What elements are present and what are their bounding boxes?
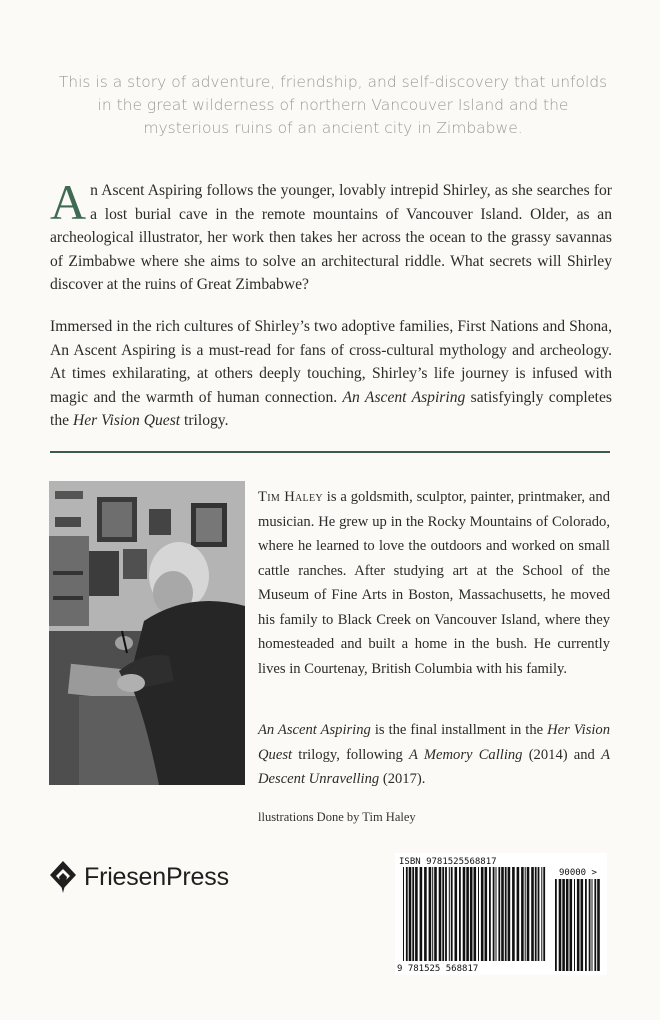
- book-2-year: (2017).: [382, 771, 426, 787]
- tagline: This is a story of adventure, friendship, and self-discovery that unfolds in the great wilderness of northern Vancouver Island and the mysterious ruins of an ancient city in Zimbabwe.: [58, 73, 608, 137]
- blurb-paragraph-1: [50, 174, 612, 297]
- barcode-bar: [451, 867, 453, 961]
- barcode-bar: [442, 867, 444, 961]
- barcode-bar: [432, 867, 433, 961]
- blurb-paragraph-2-text: Immersed in the rich cultures of Shirley’s two adoptive families, First Nations and Shona, An Ascent Aspiring is a must-read for fans of cross-cultural mythology and archeology. At times exhilarating, at others deeply touching, Shirley’s life journey is infused with magic and the warmth of human connection.: [50, 318, 612, 406]
- barcode-bar: [474, 867, 477, 961]
- barcode-bar: [466, 867, 469, 961]
- book-1-year: (2014) and: [528, 746, 595, 763]
- barcode-bar: [559, 879, 562, 971]
- series-note: [258, 718, 610, 792]
- barcode-bar: [403, 867, 404, 961]
- barcode-bar: [493, 867, 495, 961]
- barcode-bar: [481, 867, 484, 961]
- barcode-bar: [535, 867, 537, 961]
- barcode-bar: [538, 867, 540, 961]
- book-1-title: A Memory Calling: [409, 746, 523, 763]
- barcode-bar: [489, 867, 491, 961]
- barcode-bar: [463, 867, 466, 961]
- barcode-bar: [420, 867, 423, 961]
- barcode-bar: [501, 867, 504, 961]
- barcode-bar: [531, 867, 534, 961]
- barcode-bar: [517, 867, 520, 961]
- author-bio-text: is a goldsmith, sculptor, painter, printmaker, and musician. He grew up in the Rocky Mountains of Colorado, where he learned to love the outdoors and worked on small cattle ranches. After studying art at the School of the Museum of Fine Arts in Boston, Massachusetts, he moved his family to Black Creek on Vancouver Island, where they homesteaded and built a home in the bush. He currently lives in Courtenay, British Columbia with his family.: [258, 489, 610, 677]
- author-bio: [258, 485, 610, 681]
- barcode-bar: [574, 879, 575, 971]
- barcode-bar: [439, 867, 442, 961]
- barcode-bar: [570, 879, 573, 971]
- author-photo: [49, 481, 245, 785]
- series-note-text-1: is the final installment in the: [374, 722, 544, 738]
- drop-cap: A: [50, 174, 87, 230]
- barcode-bar: [455, 867, 458, 961]
- barcode-bar: [594, 879, 596, 971]
- barcode-digits: 9 781525 568817: [397, 964, 479, 974]
- barcode-bar: [478, 867, 479, 961]
- series-note-text-2: trilogy, following: [298, 746, 403, 763]
- publisher-logo: [48, 858, 229, 896]
- installment-title: An Ascent Aspiring: [258, 722, 371, 738]
- barcode-bar: [581, 879, 584, 971]
- barcode-bar: [498, 867, 500, 961]
- barcode-bar: [525, 867, 526, 961]
- barcode-bar: [485, 867, 488, 961]
- installment-series: Her Vision Quest: [258, 722, 611, 763]
- price-code: 90000 >: [559, 868, 597, 878]
- series-title: Her Vision Quest: [72, 412, 181, 429]
- barcode-bar: [597, 879, 600, 971]
- barcode-bar: [505, 867, 507, 961]
- barcode-bar: [589, 879, 591, 971]
- barcode-bar: [415, 867, 418, 961]
- blurb-paragraph-2: [50, 315, 612, 433]
- barcode-bar: [406, 867, 408, 961]
- barcode-bar: [521, 867, 524, 961]
- barcode-bar: [412, 867, 414, 961]
- barcode-bar: [512, 867, 515, 961]
- barcode-bar: [555, 879, 557, 971]
- blurb-paragraph-2-mid: satisfyingly completes the: [50, 388, 612, 429]
- barcode-bar: [429, 867, 432, 961]
- blurb-paragraph-2-end: trilogy.: [184, 412, 229, 429]
- barcode-bar: [508, 867, 511, 961]
- barcode-bar: [470, 867, 473, 961]
- barcode-bar: [449, 867, 450, 961]
- isbn-label: ISBN 9781525568817: [399, 857, 497, 867]
- book-2-title: A Descent Unravelling: [258, 746, 610, 787]
- barcode-bar: [527, 867, 530, 961]
- barcode-bar: [459, 867, 461, 961]
- barcode-bar: [592, 879, 593, 971]
- illustration-credit: llustrations Done by Tim Haley: [258, 810, 416, 824]
- barcode-bar: [434, 867, 437, 961]
- friesenpress-diamond-icon: [48, 859, 78, 895]
- barcode-bar: [566, 879, 569, 971]
- barcode-bar: [424, 867, 427, 961]
- barcode-bar: [543, 867, 545, 961]
- author-name: Tim Haley: [258, 489, 323, 505]
- barcode-bar: [562, 879, 565, 971]
- publisher-name: FriesenPress: [84, 862, 229, 891]
- book-title: An Ascent Aspiring: [342, 388, 466, 406]
- barcode-bar: [409, 867, 412, 961]
- barcode-bar: [585, 879, 587, 971]
- barcode-bar: [541, 867, 542, 961]
- barcode-bar: [496, 867, 497, 961]
- barcode-bar: [577, 879, 580, 971]
- blurb-paragraph-1-text: n Ascent Aspiring follows the younger, lovably intrepid Shirley, as she searches for a lost burial cave in the remote mountains of Vancouver Island. Older, as an archeological illustrator, her work then takes her across the ocean to the grassy savannas of Zimbabwe where she aims to solve an architectural riddle. What secrets will Shirley discover at the ruins of Great Zimbabwe?: [50, 182, 612, 293]
- isbn-barcode: [395, 853, 607, 975]
- section-divider: [50, 451, 610, 453]
- barcode-bar: [445, 867, 447, 961]
